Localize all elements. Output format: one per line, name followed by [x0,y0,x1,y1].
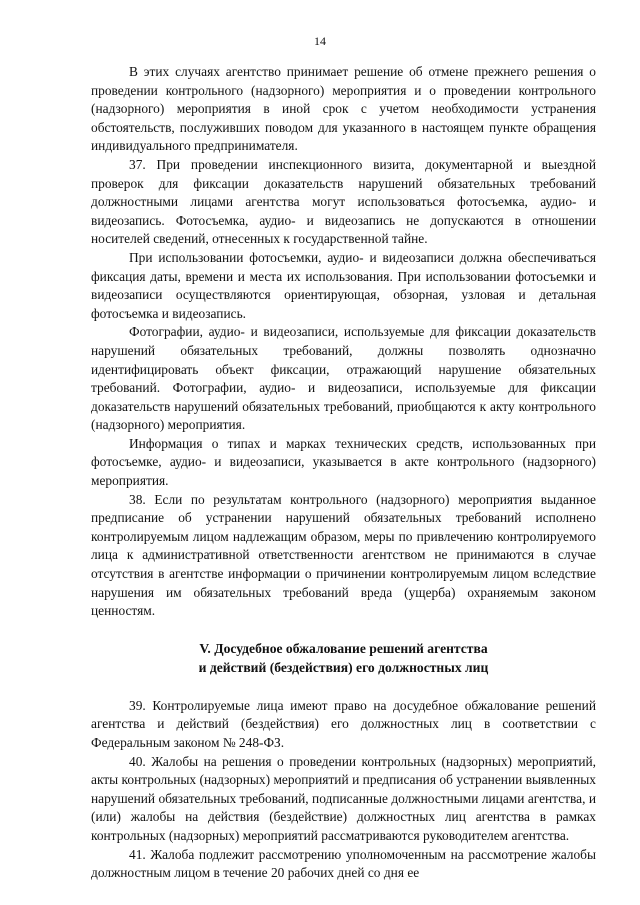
paragraph-36-continuation: В этих случаях агентство принимает решение об отмене прежнего решения о проведении контрольного (надзорного) мероприятия и о проведении контрольного (надзорного) мероприятия в иной срок с учетом необходимости устранения обстоятельств, послуживших поводом для указанного в настоящем пункте обращения индивидуального предпринимателя. [91,64,596,154]
paragraph-41: 41. Жалоба подлежит рассмотрению уполномоченным на рассмотрение жалобы должностным лицом в течение 20 рабочих дней со дня ее [91,846,596,881]
paragraph-37-photo-requirements: При использовании фотосъемки, аудио- и видеозаписи должна обеспечиваться фиксация даты, времени и места их использования. При использовании фотосъемки и видеозаписи осуществляются ориентирующая, обзорная, узловая и детальная фотосъемка и видеозапись. [91,249,596,321]
paragraph-38: 38. Если по результатам контрольного (надзорного) мероприятия выданное предписание об устранении нарушений обязательных требований исполнено контролируемым лицом надлежащим образом, меры по привлечению контролируемого лица к административной ответственности агентством не принимаются в случае отсутствия в агентстве информации о причинении контролируемым лицом вследствие нарушения им обязательных требований вреда (ущерба) охраняемым законом ценностям. [91,491,596,619]
section-heading-line-1: V. Досудебное обжалование решений агентства [199,640,488,656]
paragraph-37-technical-means: Информация о типах и марках технических средств, использованных при фотосъемке, аудио- и видеозаписи, указывается в акте контрольного (надзорного) мероприятия. [91,435,596,489]
document-body [91,63,596,883]
section-heading [91,639,596,677]
paragraph-39: 39. Контролируемые лица имеют право на досудебное обжалование решений агентства и действий (бездействия) его должностных лиц в соответствии с Федеральным законом № 248-ФЗ. [91,697,596,750]
paragraph-37-photo-evidence: Фотографии, аудио- и видеозаписи, используемые для фиксации доказательств нарушений обязательных требований, должны позволять однозначно идентифицировать объект фиксации, отражающий нарушение обязательных требований. Фотографии, аудио- и видеозаписи, используемые для фиксации доказательств нарушений обязательных требований, приобщаются к акту контрольного (надзорного) мероприятия. [91,324,596,433]
page-number: 14 [314,34,326,48]
section-heading-line-2: и действий (бездействия) его должностных лиц [198,659,489,675]
paragraph-40: 40. Жалобы на решения о проведении контрольных (надзорных) мероприятий, акты контрольных (надзорных) мероприятий и предписания об устранении выявленных нарушений обязательных требований, подписанные должностными лицами агентства, и (или) жалобы на действия (бездействие) должностных лиц агентства в рамках контрольных (надзорных) мероприятий рассматриваются руководителем агентства. [91,753,596,843]
paragraph-37: 37. При проведении инспекционного визита, документарной и выездной проверок для фиксации доказательств нарушений обязательных требований должностными лицами агентства могут использоваться фотосъемка, аудио- и видеозапись. Фотосъемка, аудио- и видеозапись не допускаются в отношении носителей сведений, отнесенных к государственной тайне. [91,156,596,247]
